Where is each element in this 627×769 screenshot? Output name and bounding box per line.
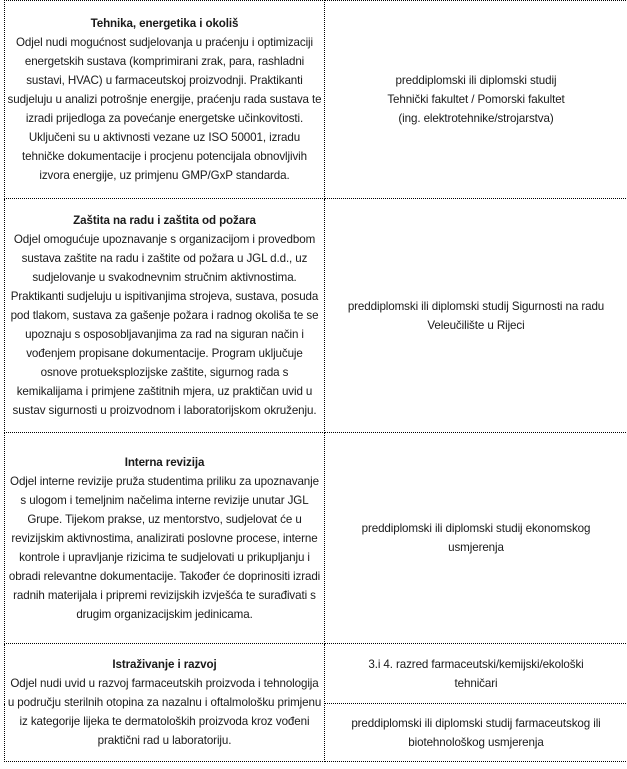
department-title: Interna revizija	[124, 455, 205, 469]
department-cell	[5, 1, 325, 199]
department-cell	[5, 644, 325, 762]
education-cell	[325, 1, 627, 199]
table-row	[5, 1, 627, 199]
education-line: Veleučilište u Rijeci	[427, 318, 525, 332]
education-cell	[325, 199, 627, 433]
department-title: Tehnika, energetika i okoliš	[90, 17, 239, 30]
table-row	[5, 199, 627, 433]
department-description: Odjel omogućuje upoznavanje s organizacijom i provedbom sustava zaštite na radu i zaštite od požara u JGL d.d., uz sudjelovanje u svakodnevnim stručnim aktivnostima. Praktikanti sudjeluju u ispitivanjima strojeva, sustava, posuda pod tlakom, sustava za gašenje požara i radnog okoliša te se upoznaju s osposobljavanjima za rad na siguran način i vođenjem propisane dokumentacije. Program uključuje osnove protueksplozijske zaštite, sigurnog rada s kemikalijama i primjene zaštitnih mjera, uz praktičan uvid u sustav sigurnosti u proizvodnom i laboratorijskom okruženju.	[10, 233, 319, 417]
education-line: 3.i 4. razred farmaceutski/kemijski/ekološki tehničari	[368, 657, 584, 690]
table-row	[5, 433, 627, 644]
education-line: Tehnički fakultet / Pomorski fakultet	[387, 93, 565, 106]
department-description: Odjel interne revizije pruža studentima priliku za upoznavanje s ulogom i temeljnim načelima interne revizije unutar JGL Grupe. Tijekom prakse, uz mentorstvo, sudjelovat će u revizijskim aktivnostima, analizirati poslovne procese, interne kontrole i upravljanje rizicima te sudjelovati u prikupljanju i obradi relevantne dokumentacije. Također će doprinositi izradi radnih materijala i pripremi revizijskih izvješća te surađivati s drugim organizacijskim jedinicama.	[8, 474, 321, 621]
education-line: (ing. elektrotehnike/strojarstva)	[398, 112, 554, 125]
education-cell	[325, 644, 627, 704]
table-row	[5, 644, 627, 704]
education-line: preddiplomski ili diplomski studij Sigurnosti na radu	[347, 299, 605, 313]
education-line: preddiplomski ili diplomski studij farmaceutskog ili biotehnološkog usmjerenja	[351, 716, 601, 749]
internship-programs-table	[4, 0, 627, 762]
department-description: Odjel nudi uvid u razvoj farmaceutskih proizvoda i tehnologija u području sterilnih otopina za nazalnu i oftalmološku primjenu iz kategorije lijeka te dermatoloških proizvoda kroz vođeni praktični rad u laboratoriju.	[7, 677, 322, 747]
education-cell	[325, 704, 627, 762]
department-title: Istraživanje i razvoj	[112, 658, 217, 671]
education-line: preddiplomski ili diplomski studij	[395, 74, 557, 87]
department-title: Zaštita na radu i zaštita od požara	[73, 214, 256, 227]
department-description: Odjel nudi mogućnost sudjelovanja u praćenju i optimizaciji energetskih sustava (komprimirani zrak, para, rashladni sustavi, HVAC) u farmaceutskoj proizvodnji. Praktikanti sudjeluju u analizi potrošnje energije, praćenju rada sustava te izradi prijedloga za povećanje energetske učinkovitosti. Uključeni su u aktivnosti vezane uz ISO 50001, izradu tehničke dokumentacije i procjenu potencijala obnovljivih izvora energije, uz primjenu GMP/GxP standarda.	[7, 36, 322, 182]
education-cell	[325, 433, 627, 644]
department-cell	[5, 433, 325, 644]
department-cell	[5, 199, 325, 433]
education-line: preddiplomski ili diplomski studij ekonomskog usmjerenja	[361, 522, 591, 554]
